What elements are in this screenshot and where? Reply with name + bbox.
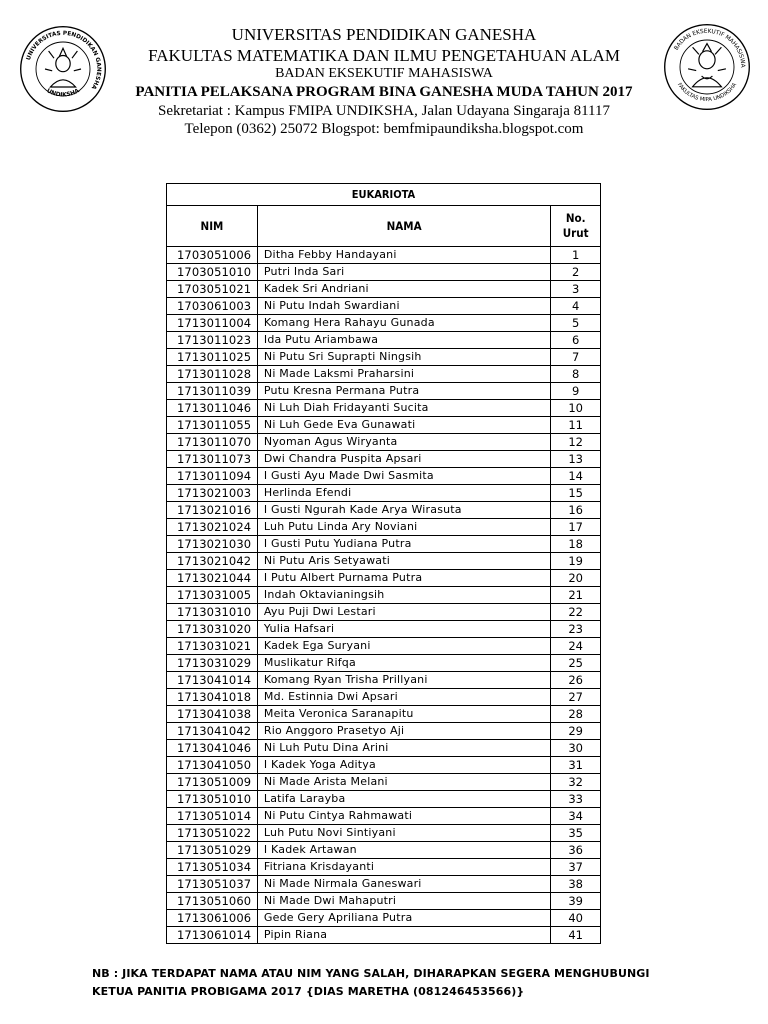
nama-cell: Ni Putu Sri Suprapti Ningsih xyxy=(257,349,550,366)
nama-cell: Luh Putu Linda Ary Noviani xyxy=(257,519,550,536)
nama-cell: Meita Veronica Saranapitu xyxy=(257,706,550,723)
table-row xyxy=(167,400,601,417)
nim-cell: 1713041038 xyxy=(167,706,258,723)
nim-cell: 1713011023 xyxy=(167,332,258,349)
table-row xyxy=(167,655,601,672)
bem-fmipa-seal-logo xyxy=(662,22,752,112)
nim-cell: 1713011028 xyxy=(167,366,258,383)
nama-cell: Ni Made Dwi Mahaputri xyxy=(257,893,550,910)
no-urut-cell: 8 xyxy=(551,366,601,383)
nim-cell: 1713041018 xyxy=(167,689,258,706)
nim-cell: 1713031020 xyxy=(167,621,258,638)
contact-line: Telepon (0362) 25072 Blogspot: bemfmipaundiksha.blogspot.com xyxy=(184,121,584,137)
nim-cell: 1713021003 xyxy=(167,485,258,502)
table-title-row xyxy=(167,184,601,206)
table-title: EUKARIOTA xyxy=(167,184,601,206)
table-row xyxy=(167,910,601,927)
nim-cell: 1713061006 xyxy=(167,910,258,927)
nama-cell: Ni Luh Putu Dina Arini xyxy=(257,740,550,757)
undiksha-seal-logo xyxy=(18,24,108,114)
nama-cell: Ni Putu Indah Swardiani xyxy=(257,298,550,315)
nim-cell: 1713011046 xyxy=(167,400,258,417)
nim-cell: 1713051060 xyxy=(167,893,258,910)
no-urut-cell: 9 xyxy=(551,383,601,400)
no-urut-cell: 5 xyxy=(551,315,601,332)
nim-cell: 1713031029 xyxy=(167,655,258,672)
nama-cell: I Putu Albert Purnama Putra xyxy=(257,570,550,587)
footnote-line-1: NB : JIKA TERDAPAT NAMA ATAU NIM YANG SALAH, DIHARAPKAN SEGERA MENGHUBUNGI xyxy=(92,967,650,980)
nim-cell: 1713041014 xyxy=(167,672,258,689)
right-seal-ring-text: BADAN EKSEKUTIF MAHASISWA xyxy=(673,28,746,68)
column-header-nama: NAMA xyxy=(257,206,550,247)
nim-cell: 1713051010 xyxy=(167,791,258,808)
no-urut-cell: 18 xyxy=(551,536,601,553)
table-row xyxy=(167,502,601,519)
nama-cell: I Kadek Artawan xyxy=(257,842,550,859)
footnote-line-2: KETUA PANITIA PROBIGAMA 2017 {DIAS MARETHA (081246453566)} xyxy=(92,985,525,998)
nim-cell: 1713031005 xyxy=(167,587,258,604)
nama-cell: Ni Putu Aris Setyawati xyxy=(257,553,550,570)
nama-cell: I Gusti Ngurah Kade Arya Wirasuta xyxy=(257,502,550,519)
nim-cell: 1713051037 xyxy=(167,876,258,893)
nim-cell: 1713021016 xyxy=(167,502,258,519)
nama-cell: Ayu Puji Dwi Lestari xyxy=(257,604,550,621)
no-urut-cell: 14 xyxy=(551,468,601,485)
table-row xyxy=(167,366,601,383)
no-urut-cell: 13 xyxy=(551,451,601,468)
nim-cell: 1713011070 xyxy=(167,434,258,451)
table-row xyxy=(167,604,601,621)
no-urut-cell: 36 xyxy=(551,842,601,859)
nim-cell: 1713011039 xyxy=(167,383,258,400)
nama-cell: Ni Made Nirmala Ganeswari xyxy=(257,876,550,893)
table-row xyxy=(167,536,601,553)
table-row xyxy=(167,621,601,638)
nim-cell: 1703061003 xyxy=(167,298,258,315)
table-row xyxy=(167,808,601,825)
organization-name: BADAN EKSEKUTIF MAHASISWA xyxy=(275,66,493,81)
no-urut-cell: 27 xyxy=(551,689,601,706)
no-urut-cell: 35 xyxy=(551,825,601,842)
nim-cell: 1713051029 xyxy=(167,842,258,859)
no-urut-cell: 23 xyxy=(551,621,601,638)
nama-cell: Dwi Chandra Puspita Apsari xyxy=(257,451,550,468)
svg-text:UNDIKSHA xyxy=(45,88,80,99)
column-header-no-urut: No. Urut xyxy=(551,206,601,247)
no-urut-cell: 28 xyxy=(551,706,601,723)
nama-cell: Komang Ryan Trisha Prillyani xyxy=(257,672,550,689)
nim-cell: 1703051006 xyxy=(167,247,258,264)
faculty-name: FAKULTAS MATEMATIKA DAN ILMU PENGETAHUAN ALAM xyxy=(148,46,620,65)
nim-cell: 1713021030 xyxy=(167,536,258,553)
nim-cell: 1703051010 xyxy=(167,264,258,281)
table-row xyxy=(167,315,601,332)
nama-cell: Komang Hera Rahayu Gunada xyxy=(257,315,550,332)
nama-cell: Latifa Larayba xyxy=(257,791,550,808)
table-row xyxy=(167,723,601,740)
table-body xyxy=(167,247,601,944)
nim-cell: 1713011004 xyxy=(167,315,258,332)
left-seal-ring-text: UNIVERSITAS PENDIDIKAN GANESHA xyxy=(25,30,102,90)
no-urut-cell: 29 xyxy=(551,723,601,740)
table-row xyxy=(167,587,601,604)
secretariat-address: Sekretariat : Kampus FMIPA UNDIKSHA, Jalan Udayana Singaraja 81117 xyxy=(157,103,610,119)
nama-cell: Ni Made Arista Melani xyxy=(257,774,550,791)
table-row xyxy=(167,740,601,757)
left-seal-bottom-text: UNDIKSHA xyxy=(45,88,81,99)
table-row xyxy=(167,706,601,723)
nama-cell: I Gusti Putu Yudiana Putra xyxy=(257,536,550,553)
no-urut-cell: 25 xyxy=(551,655,601,672)
no-urut-cell: 4 xyxy=(551,298,601,315)
nim-cell: 1713011094 xyxy=(167,468,258,485)
no-urut-cell: 12 xyxy=(551,434,601,451)
table-row xyxy=(167,791,601,808)
no-urut-cell: 26 xyxy=(551,672,601,689)
nama-cell: Pipin Riana xyxy=(257,927,550,944)
nim-cell: 1713041050 xyxy=(167,757,258,774)
no-urut-cell: 33 xyxy=(551,791,601,808)
table-row xyxy=(167,451,601,468)
table-row xyxy=(167,927,601,944)
no-urut-cell: 22 xyxy=(551,604,601,621)
nim-cell: 1713031021 xyxy=(167,638,258,655)
nama-cell: Gede Gery Apriliana Putra xyxy=(257,910,550,927)
no-urut-cell: 15 xyxy=(551,485,601,502)
table-row xyxy=(167,893,601,910)
nama-cell: Kadek Ega Suryani xyxy=(257,638,550,655)
no-urut-cell: 32 xyxy=(551,774,601,791)
table-row xyxy=(167,247,601,264)
no-urut-cell: 11 xyxy=(551,417,601,434)
nama-cell: Ni Made Laksmi Praharsini xyxy=(257,366,550,383)
no-urut-cell: 7 xyxy=(551,349,601,366)
table-row xyxy=(167,298,601,315)
university-name: UNIVERSITAS PENDIDIKAN GANESHA xyxy=(231,25,537,44)
nim-cell: 1713021024 xyxy=(167,519,258,536)
table-row xyxy=(167,485,601,502)
letterhead xyxy=(0,0,768,140)
no-urut-cell: 41 xyxy=(551,927,601,944)
nim-cell: 1713011055 xyxy=(167,417,258,434)
table-row xyxy=(167,859,601,876)
no-urut-cell: 17 xyxy=(551,519,601,536)
nim-cell: 1713041046 xyxy=(167,740,258,757)
nim-cell: 1713021044 xyxy=(167,570,258,587)
no-urut-cell: 24 xyxy=(551,638,601,655)
nama-cell: Yulia Hafsari xyxy=(257,621,550,638)
nim-cell: 1713061014 xyxy=(167,927,258,944)
no-urut-cell: 19 xyxy=(551,553,601,570)
nama-cell: Putri Inda Sari xyxy=(257,264,550,281)
nim-cell: 1713051009 xyxy=(167,774,258,791)
table-row xyxy=(167,842,601,859)
table-row xyxy=(167,434,601,451)
nama-cell: Ni Luh Gede Eva Gunawati xyxy=(257,417,550,434)
table-row xyxy=(167,468,601,485)
no-urut-cell: 39 xyxy=(551,893,601,910)
table-row xyxy=(167,672,601,689)
no-urut-cell: 38 xyxy=(551,876,601,893)
svg-text:FAKULTAS MIPA UNDIKSHA xyxy=(676,82,738,103)
nim-cell: 1713051014 xyxy=(167,808,258,825)
nim-cell: 1713051034 xyxy=(167,859,258,876)
nim-cell: 1713021042 xyxy=(167,553,258,570)
no-urut-cell: 30 xyxy=(551,740,601,757)
nama-cell: Ni Putu Cintya Rahmawati xyxy=(257,808,550,825)
table-row xyxy=(167,774,601,791)
table-row xyxy=(167,383,601,400)
no-urut-cell: 10 xyxy=(551,400,601,417)
table-row xyxy=(167,332,601,349)
no-urut-cell: 2 xyxy=(551,264,601,281)
nim-cell: 1703051021 xyxy=(167,281,258,298)
table-row xyxy=(167,281,601,298)
table-row xyxy=(167,553,601,570)
table-row xyxy=(167,570,601,587)
nama-cell: Ni Luh Diah Fridayanti Sucita xyxy=(257,400,550,417)
no-urut-cell: 21 xyxy=(551,587,601,604)
no-urut-cell: 34 xyxy=(551,808,601,825)
nama-cell: Ida Putu Ariambawa xyxy=(257,332,550,349)
letterhead-text xyxy=(110,26,658,137)
nama-cell: Md. Estinnia Dwi Apsari xyxy=(257,689,550,706)
nim-cell: 1713051022 xyxy=(167,825,258,842)
nama-cell: I Gusti Ayu Made Dwi Sasmita xyxy=(257,468,550,485)
participant-table-container xyxy=(166,183,601,944)
nama-cell: Herlinda Efendi xyxy=(257,485,550,502)
table-header-row xyxy=(167,206,601,247)
no-urut-cell: 20 xyxy=(551,570,601,587)
nama-cell: I Kadek Yoga Aditya xyxy=(257,757,550,774)
right-seal-bottom-text: FAKULTAS MIPA UNDIKSHA xyxy=(675,82,739,104)
nim-cell: 1713031010 xyxy=(167,604,258,621)
nim-cell: 1713011025 xyxy=(167,349,258,366)
participant-table xyxy=(166,183,601,944)
nama-cell: Luh Putu Novi Sintiyani xyxy=(257,825,550,842)
nim-cell: 1713011073 xyxy=(167,451,258,468)
table-row xyxy=(167,825,601,842)
column-header-nim: NIM xyxy=(167,206,258,247)
no-urut-cell: 37 xyxy=(551,859,601,876)
no-urut-cell: 1 xyxy=(551,247,601,264)
nama-cell: Nyoman Agus Wiryanta xyxy=(257,434,550,451)
table-row xyxy=(167,638,601,655)
nama-cell: Rio Anggoro Prasetyo Aji xyxy=(257,723,550,740)
no-urut-cell: 6 xyxy=(551,332,601,349)
nama-cell: Ditha Febby Handayani xyxy=(257,247,550,264)
nim-cell: 1713041042 xyxy=(167,723,258,740)
nama-cell: Kadek Sri Andriani xyxy=(257,281,550,298)
footnote xyxy=(92,965,712,1001)
table-row xyxy=(167,689,601,706)
nama-cell: Indah Oktavianingsih xyxy=(257,587,550,604)
table-row xyxy=(167,519,601,536)
nama-cell: Putu Kresna Permana Putra xyxy=(257,383,550,400)
table-row xyxy=(167,417,601,434)
table-row xyxy=(167,876,601,893)
nama-cell: Muslikatur Rifqa xyxy=(257,655,550,672)
table-row xyxy=(167,264,601,281)
committee-name: PANITIA PELAKSANA PROGRAM BINA GANESHA MUDA TAHUN 2017 xyxy=(135,84,633,100)
no-urut-cell: 40 xyxy=(551,910,601,927)
table-row xyxy=(167,757,601,774)
no-urut-cell: 16 xyxy=(551,502,601,519)
no-urut-cell: 3 xyxy=(551,281,601,298)
nama-cell: Fitriana Krisdayanti xyxy=(257,859,550,876)
no-urut-cell: 31 xyxy=(551,757,601,774)
table-row xyxy=(167,349,601,366)
